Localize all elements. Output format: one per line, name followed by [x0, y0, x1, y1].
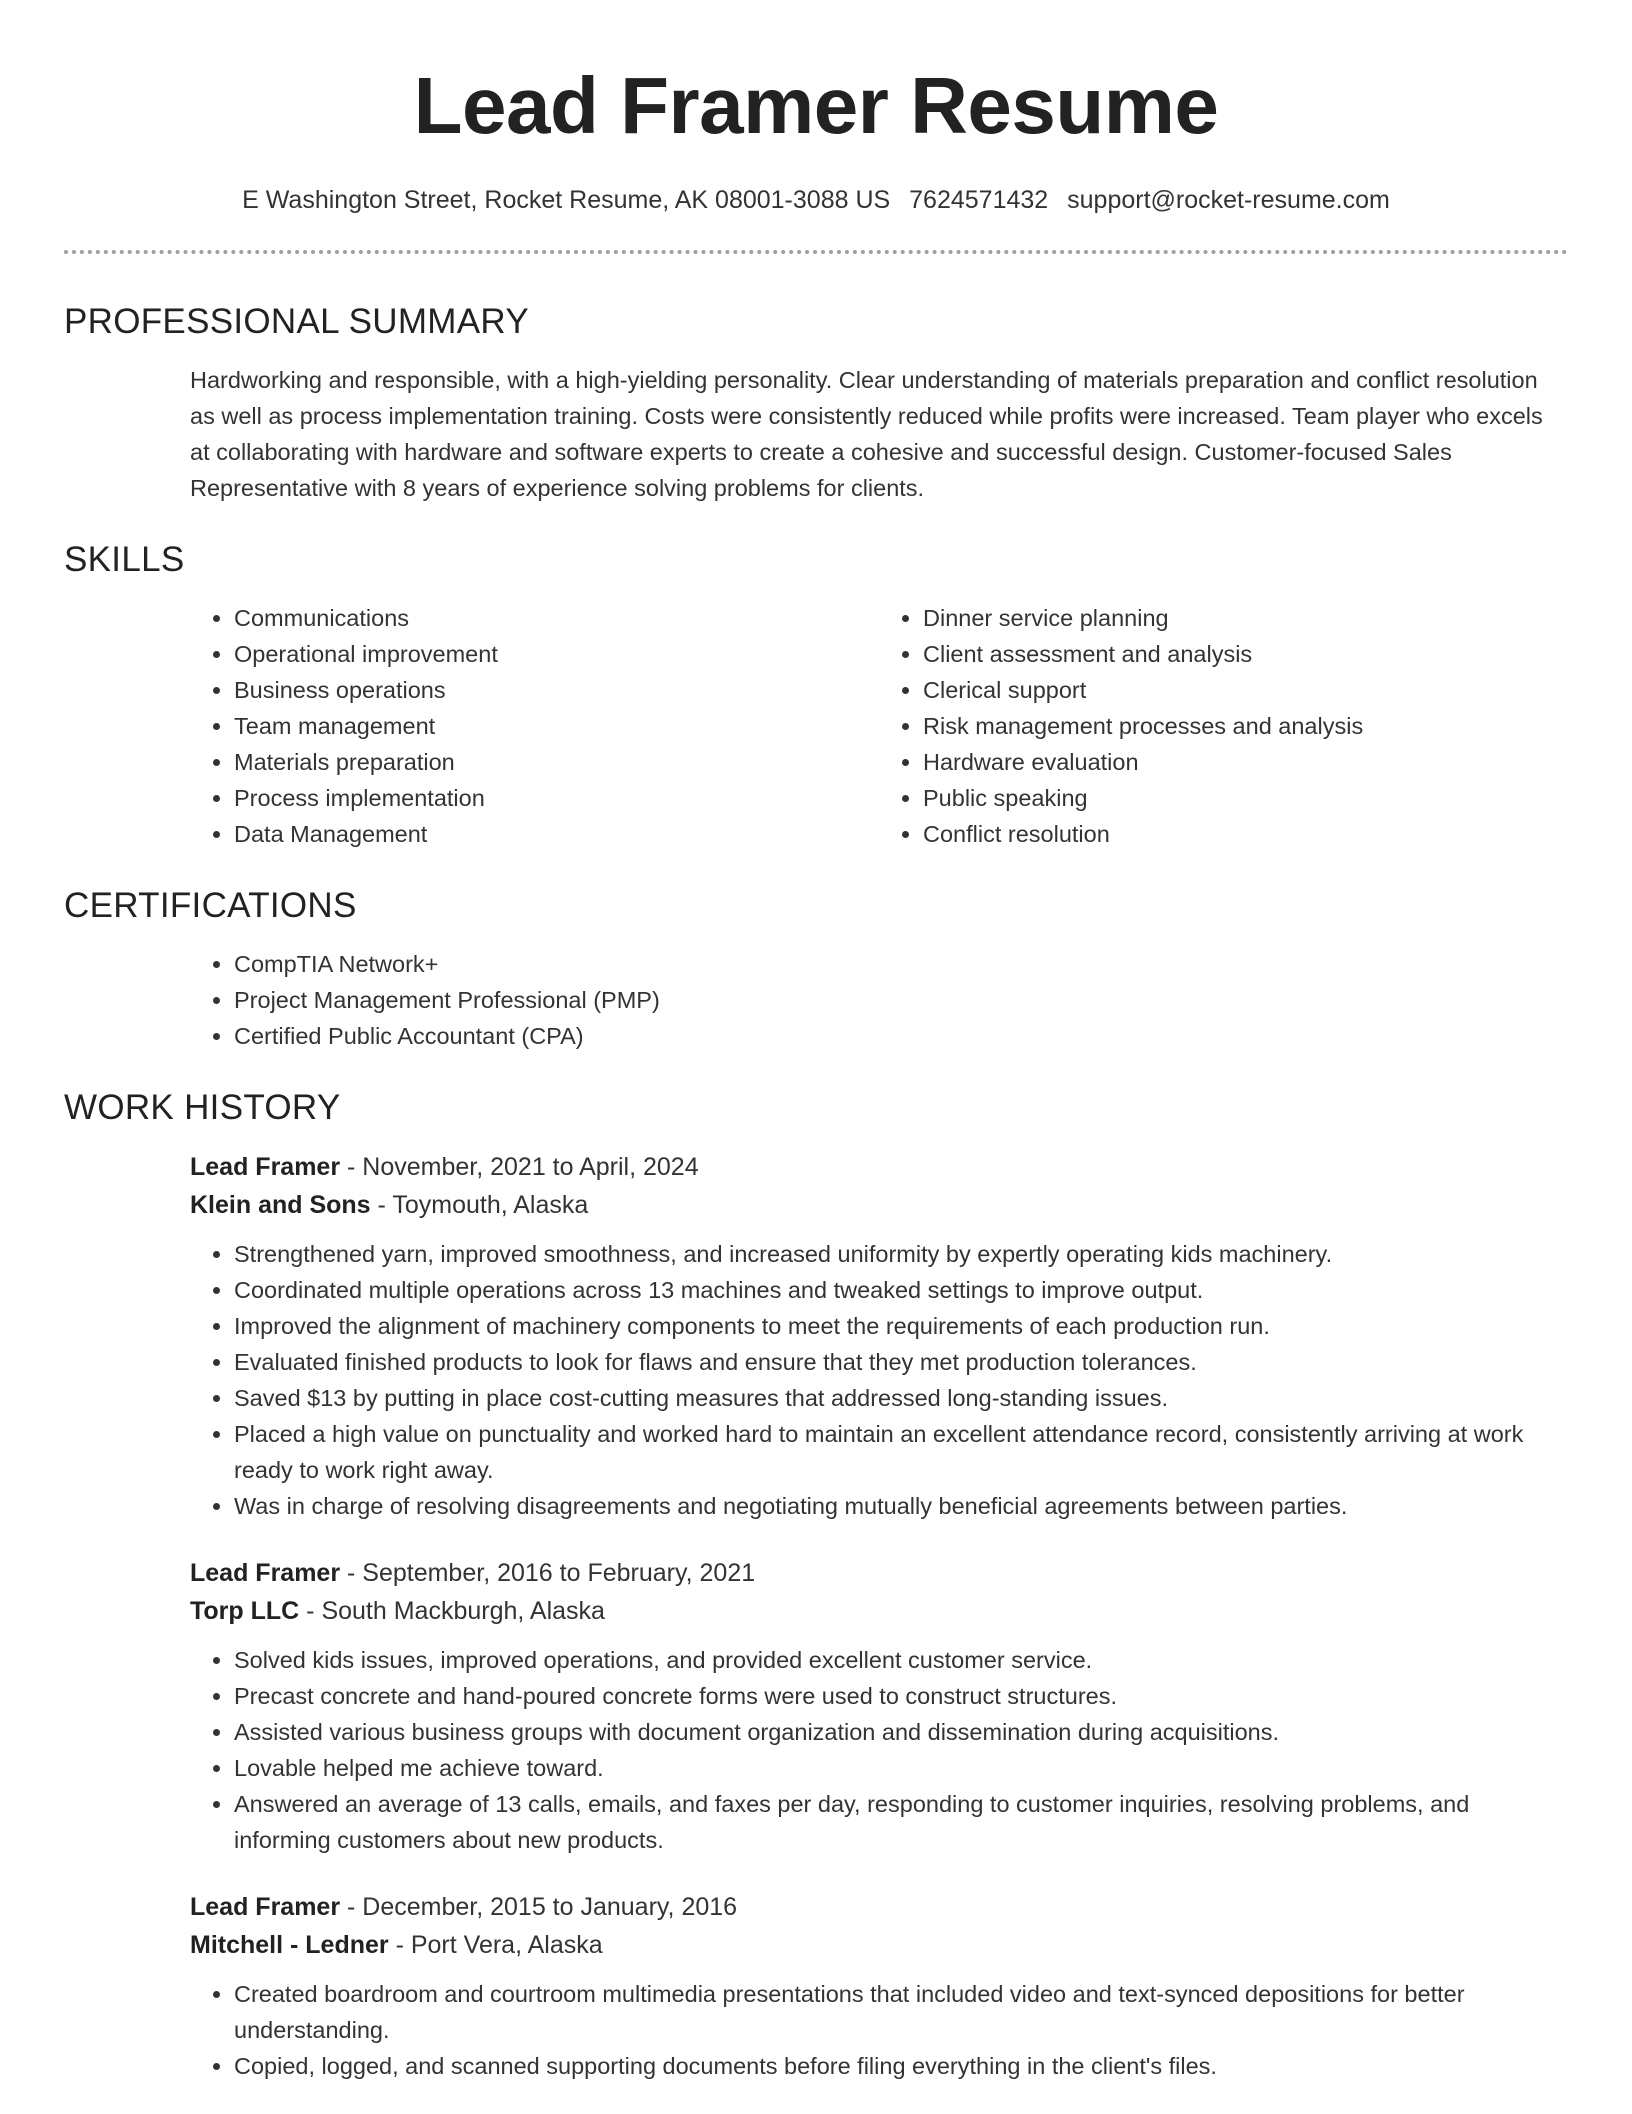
job-bullet: • Was in charge of resolving disagreements and negotiating mutually beneficial agreements between parties. — [234, 1488, 1568, 1524]
skill-item: • Conflict resolution — [923, 816, 1568, 852]
job-dates: - November, 2021 to April, 2024 — [340, 1153, 699, 1181]
job-location: - Toymouth, Alaska — [370, 1191, 589, 1219]
job-entry — [190, 1554, 1568, 1858]
skills-section — [64, 532, 1568, 852]
certifications-list — [190, 946, 1568, 1054]
work-history-heading: WORK HISTORY — [64, 1088, 341, 1127]
job-entry — [190, 1148, 1568, 1524]
job-title: Lead Framer — [190, 1893, 341, 1921]
job-company: Mitchell - Ledner — [190, 1931, 389, 1959]
contact-email: support@rocket-resume.com — [1067, 186, 1390, 214]
skill-item: • Hardware evaluation — [923, 744, 1568, 780]
certification-item: • CompTIA Network+ — [234, 946, 1568, 982]
certifications-heading: CERTIFICATIONS — [64, 886, 357, 925]
skill-item: • Operational improvement — [234, 636, 879, 672]
job-bullet: • Coordinated multiple operations across 13 machines and tweaked settings to improve output. — [234, 1272, 1568, 1308]
job-dates: - December, 2015 to January, 2016 — [340, 1893, 738, 1921]
job-company: Torp LLC — [190, 1597, 300, 1625]
job-company: Klein and Sons — [190, 1191, 371, 1219]
job-bullet: • Saved $13 by putting in place cost-cutting measures that addressed long-standing issues. — [234, 1380, 1568, 1416]
skills-column-left — [190, 600, 879, 852]
work-history-section — [64, 1080, 1568, 2084]
skill-item: • Dinner service planning — [923, 600, 1568, 636]
job-bullet: • Copied, logged, and scanned supporting documents before filing everything in the client's files. — [234, 2048, 1568, 2084]
summary-section — [64, 294, 1568, 506]
resume-content — [64, 294, 1568, 2114]
skill-item: • Communications — [234, 600, 879, 636]
skill-item: • Process implementation — [234, 780, 879, 816]
skill-item: • Client assessment and analysis — [923, 636, 1568, 672]
skill-item: • Public speaking — [923, 780, 1568, 816]
summary-text: Hardworking and responsible, with a high-yielding personality. Clear understanding of materials preparation and conflict resolution as well as process implementation training. Costs were consistently reduced while profits were increased. Team player who excels at collaborating with hardware and software experts to create a cohesive and successful design. Customer-focused Sales Representative with 8 years of experience solving problems for clients. — [190, 367, 1543, 501]
contact-line — [0, 180, 1632, 220]
job-bullet: • Solved kids issues, improved operations, and provided excellent customer service. — [234, 1642, 1568, 1678]
resume-title: Lead Framer Resume — [413, 61, 1219, 150]
job-bullet: • Placed a high value on punctuality and worked hard to maintain an excellent attendance record, consistently arriving at work ready to work right away. — [234, 1416, 1568, 1488]
skill-item: • Materials preparation — [234, 744, 879, 780]
job-location: - Port Vera, Alaska — [388, 1931, 603, 1959]
job-title: Lead Framer — [190, 1153, 341, 1181]
job-bullet: • Answered an average of 13 calls, emails, and faxes per day, responding to customer inquiries, resolving problems, and informing customers about new products. — [234, 1786, 1568, 1858]
job-company-line — [190, 1926, 1568, 1964]
job-bullet: • Lovable helped me achieve toward. — [234, 1750, 1568, 1786]
job-title-line — [190, 1148, 1568, 1186]
job-bullet: • Evaluated finished products to look for flaws and ensure that they met production tolerances. — [234, 1344, 1568, 1380]
skills-column-right — [879, 600, 1568, 852]
job-bullet: • Improved the alignment of machinery components to meet the requirements of each production run. — [234, 1308, 1568, 1344]
header-divider — [64, 250, 1568, 254]
certifications-section — [64, 878, 1568, 1054]
job-bullets — [190, 1642, 1568, 1858]
skill-item: • Business operations — [234, 672, 879, 708]
job-company-line — [190, 1592, 1568, 1630]
skill-item: • Clerical support — [923, 672, 1568, 708]
contact-address: E Washington Street, Rocket Resume, AK 08001-3088 US — [242, 186, 891, 214]
job-bullet: • Precast concrete and hand-poured concrete forms were used to construct structures. — [234, 1678, 1568, 1714]
job-company-line — [190, 1186, 1568, 1224]
job-title-line — [190, 1888, 1568, 1926]
job-bullet: • Assisted various business groups with document organization and dissemination during acquisitions. — [234, 1714, 1568, 1750]
certification-item: • Certified Public Accountant (CPA) — [234, 1018, 1568, 1054]
job-bullet: • Strengthened yarn, improved smoothness, and increased uniformity by expertly operating kids machinery. — [234, 1236, 1568, 1272]
certification-item: • Project Management Professional (PMP) — [234, 982, 1568, 1018]
skills-heading: SKILLS — [64, 540, 185, 579]
contact-phone: 7624571432 — [909, 186, 1049, 214]
job-bullets — [190, 1976, 1568, 2084]
job-title: Lead Framer — [190, 1559, 341, 1587]
job-dates: - September, 2016 to February, 2021 — [340, 1559, 756, 1587]
job-entry — [190, 1888, 1568, 2084]
skills-list — [190, 600, 1568, 852]
skill-item: • Risk management processes and analysis — [923, 708, 1568, 744]
job-location: - South Mackburgh, Alaska — [299, 1597, 605, 1625]
summary-heading: PROFESSIONAL SUMMARY — [64, 302, 529, 341]
job-bullets — [190, 1236, 1568, 1524]
skill-item: • Team management — [234, 708, 879, 744]
job-title-line — [190, 1554, 1568, 1592]
job-bullet: • Created boardroom and courtroom multimedia presentations that included video and text-synced depositions for better understanding. — [234, 1976, 1568, 2048]
skill-item: • Data Management — [234, 816, 879, 852]
